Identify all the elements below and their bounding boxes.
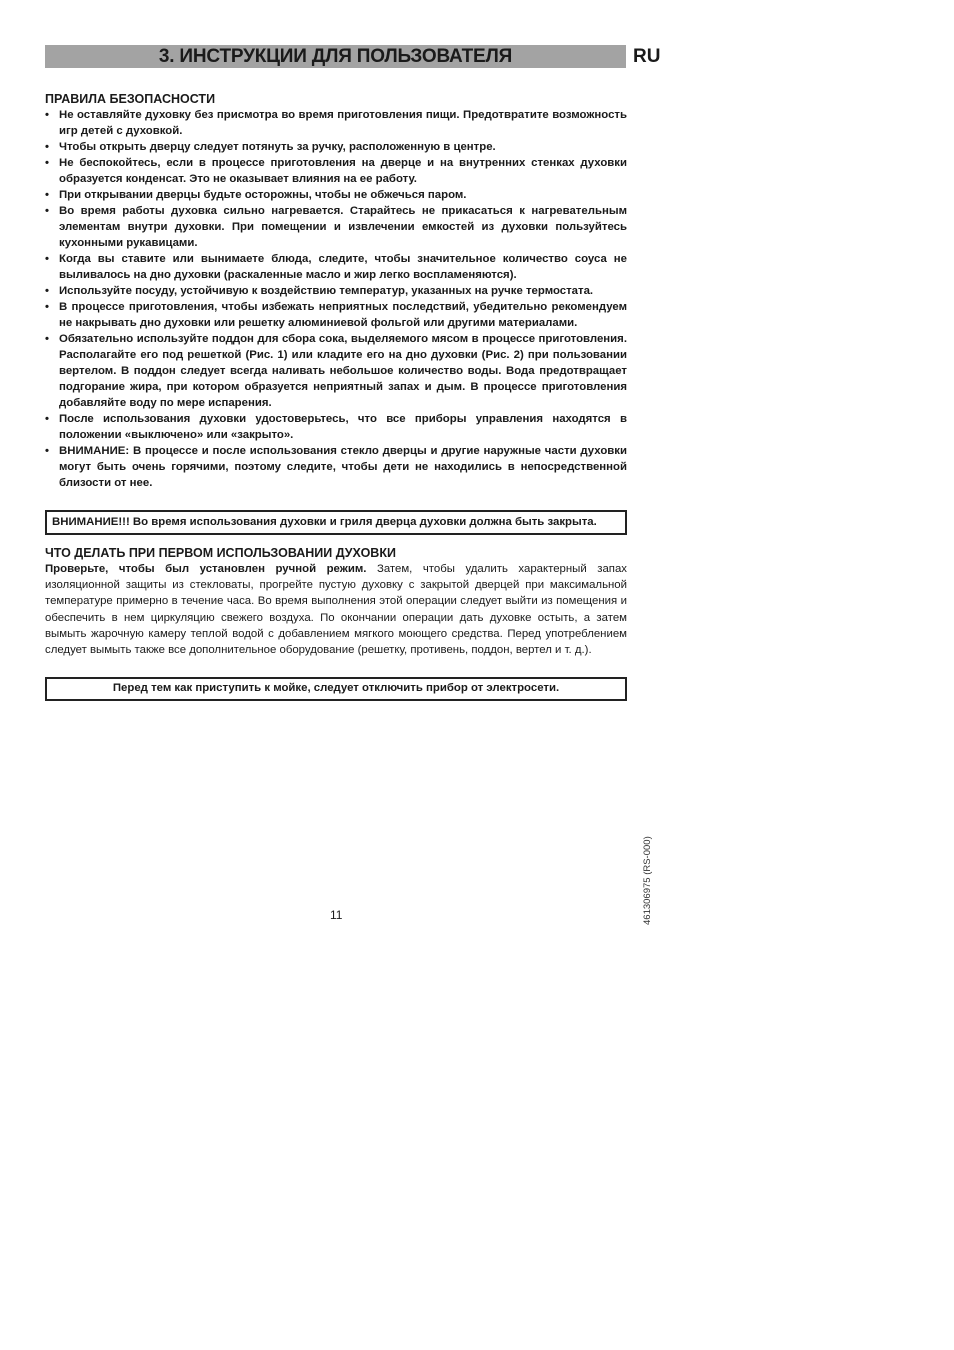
safety-heading: ПРАВИЛА БЕЗОПАСНОСТИ — [45, 92, 216, 106]
bullet-icon: • — [45, 445, 49, 457]
list-item — [45, 203, 627, 251]
list-item — [45, 331, 627, 411]
bullet-icon: • — [45, 205, 49, 217]
list-item-text: Когда вы ставите или вынимаете блюда, следите, чтобы значительное количество соуса не выливалось на дно духовки (раскаленные масло и жир легко воспламеняются). — [59, 253, 627, 281]
bullet-icon: • — [45, 189, 49, 201]
list-item-text: После использования духовки удостоверьтесь, что все приборы управления находятся в положении «выключено» или «закрыто». — [59, 413, 627, 441]
language-label: RU — [633, 46, 661, 67]
notice-box: Перед тем как приступить к мойке, следует отключить прибор от электросети. — [45, 677, 627, 701]
first-use-lead: Проверьте, чтобы был установлен ручной режим. — [45, 563, 367, 575]
list-item-text: Обязательно используйте поддон для сбора сока, выделяемого мясом в процессе приготовления. Располагайте его под решеткой (Рис. 1) или кладите его на дно духовки (Рис. 2) при пользовании вертелом. В поддон следует всегда наливать небольшое количество воды. Вода предотвращает подгорание жира, при котором образуется неприятный запах и дым. В процессе приготовления добавляйте воду по мере испарения. — [59, 333, 627, 409]
bullet-icon: • — [45, 333, 49, 345]
list-item-text: В процессе приготовления, чтобы избежать неприятных последствий, убедительно рекомендуем не накрывать дно духовки или решетку алюминиевой фольгой или другими материалами. — [59, 301, 627, 329]
list-item-text: Во время работы духовка сильно нагревается. Старайтесь не прикасаться к нагревательным элементам внутри духовки. При помещении и извлечении емкостей из духовки пользуйтесь кухонными рукавицами. — [59, 205, 627, 249]
list-item — [45, 139, 627, 155]
warning-box: ВНИМАНИЕ!!! Во время использования духовки и гриля дверца духовки должна быть закрыта. — [45, 510, 627, 535]
list-item-text: ВНИМАНИЕ: В процессе и после использования стекло дверцы и другие наружные части духовки могут быть очень горячими, поэтому следите, чтобы дети не находились в непосредственной близости от нее. — [59, 445, 627, 489]
bullet-icon: • — [45, 301, 49, 313]
first-use-heading: ЧТО ДЕЛАТЬ ПРИ ПЕРВОМ ИСПОЛЬЗОВАНИИ ДУХОВКИ — [45, 546, 396, 560]
list-item-text: Используйте посуду, устойчивую к воздействию температур, указанных на ручке термостата. — [59, 285, 594, 297]
bullet-icon: • — [45, 285, 49, 297]
bullet-icon: • — [45, 141, 49, 153]
list-item — [45, 411, 627, 443]
safety-list — [45, 107, 627, 491]
list-item — [45, 443, 627, 491]
list-item-text: При открывании дверцы будьте осторожны, чтобы не обжечься паром. — [59, 189, 467, 201]
list-item-text: Не оставляйте духовку без присмотра во время приготовления пищи. Предотвратите возможность игр детей с духовкой. — [59, 109, 627, 137]
page-number: 11 — [330, 908, 343, 922]
list-item-text: Чтобы открыть дверцу следует потянуть за ручку, расположенную в центре. — [59, 141, 496, 153]
bullet-icon: • — [45, 413, 49, 425]
section-title: 3. ИНСТРУКЦИИ ДЛЯ ПОЛЬЗОВАТЕЛЯ — [45, 45, 626, 68]
list-item — [45, 107, 627, 139]
bullet-icon: • — [45, 253, 49, 265]
list-item — [45, 155, 627, 187]
first-use-paragraph — [45, 561, 627, 658]
document-code: 461306975 (RS-000) — [642, 836, 653, 925]
bullet-icon: • — [45, 109, 49, 121]
list-item — [45, 251, 627, 283]
list-item — [45, 187, 627, 203]
list-item — [45, 299, 627, 331]
list-item — [45, 283, 627, 299]
first-use-body: Затем, чтобы удалить характерный запах изоляционной защиты из стекловаты, прогрейте пустую духовку с закрытой дверцей при максимальной температуре примерно в течение часа. Во время выполнения этой операции следует выйти из помещения и обеспечить в нем циркуляцию свежего воздуха. По окончании операции дать духовке остыть, а затем вымыть жарочную камеру теплой водой с добавлением мягкого моющего средства. Перед употреблением следует вымыть также все дополнительное оборудование (решетку, противень, поддон, вертел и т. д.). — [45, 563, 628, 657]
main-content — [45, 91, 627, 701]
bullet-icon: • — [45, 157, 49, 169]
list-item-text: Не беспокойтесь, если в процессе приготовления на дверце и на внутренних стенках духовки образуется конденсат. Это не оказывает влияния на ее работу. — [59, 157, 627, 185]
